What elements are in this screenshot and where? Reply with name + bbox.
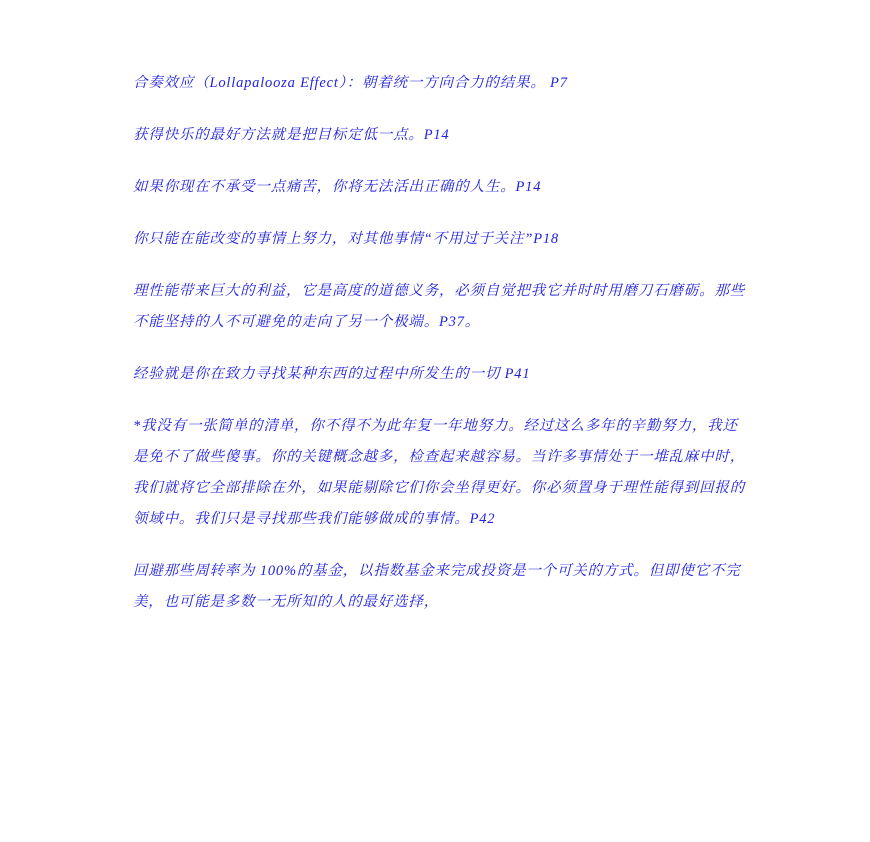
paragraph: 如果你现在不承受一点痛苦，你将无法活出正确的人生。P14: [133, 179, 542, 195]
paragraph: 合奏效应（Lollapalooza Effect）：朝着统一方向合力的结果。 P7: [133, 75, 568, 91]
paragraph: 理性能带来巨大的利益，它是高度的道德义务，必须自觉把我它并时时用磨刀石磨砺。那些不能坚持的人不可避免的走向了另一个极端。P37。: [133, 283, 745, 330]
paragraph: 回避那些周转率为 100%的基金，以指数基金来完成投资是一个可关的方式。但即使它不完美，也可能是多数一无所知的人的最好选择，: [133, 563, 741, 610]
document-body: [133, 68, 745, 618]
paragraph: *我没有一张简单的清单，你不得不为此年复一年地努力。经过这么多年的辛勤努力，我还是免不了做些傻事。你的关键概念越多，检查起来越容易。当许多事情处于一堆乱麻中时，我们就将它全部排除在外，如果能剔除它们你会坐得更好。你必须置身于理性能得到回报的领域中。我们只是寻找那些我们能够做成的事情。P42: [133, 418, 745, 527]
paragraph: 经验就是你在致力寻找某种东西的过程中所发生的一切 P41: [133, 366, 531, 382]
paragraph: 获得快乐的最好方法就是把目标定低一点。P14: [133, 127, 450, 143]
paragraph: 你只能在能改变的事情上努力，对其他事情“不用过于关注”P18: [133, 231, 559, 247]
